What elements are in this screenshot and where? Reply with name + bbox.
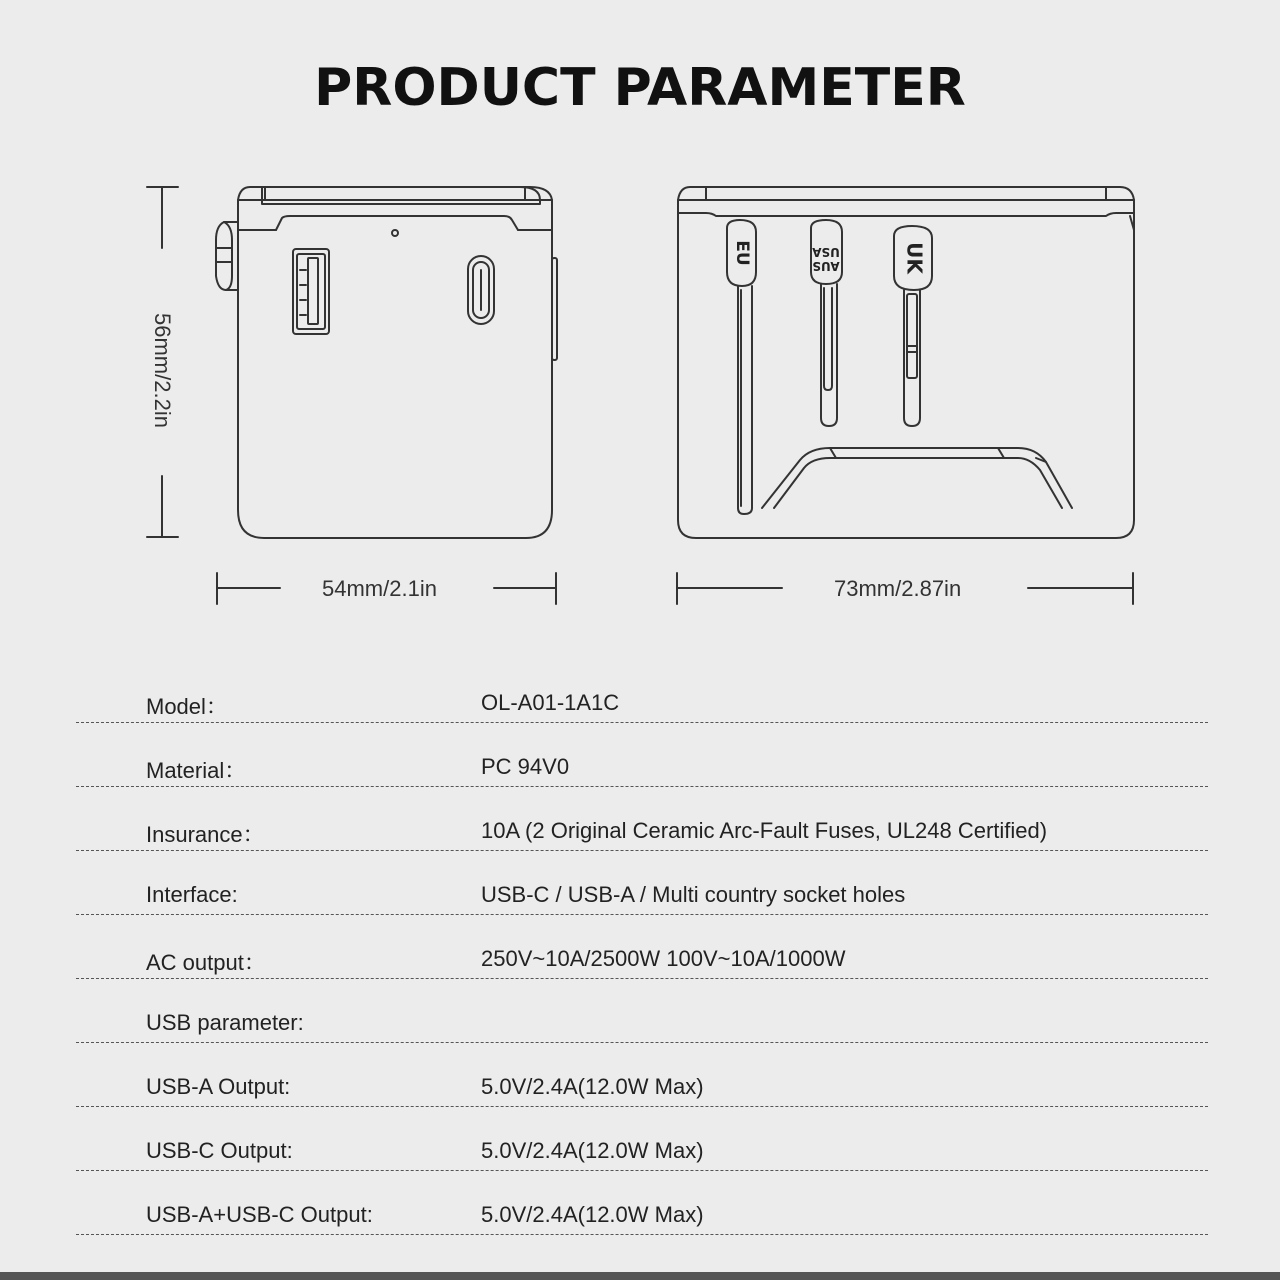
dashed-divider [76,786,1208,787]
spec-row-usb-a-c-output [0,1188,1280,1252]
dashed-divider [76,1234,1208,1235]
spec-label: Material： [146,758,247,783]
spec-label: Model： [146,694,228,719]
spec-row-usb-a-output [0,1060,1280,1124]
uk-label: UK [902,242,927,274]
spec-row-material [0,740,1280,804]
spec-value: 5.0V/2.4A(12.0W Max) [481,1074,704,1099]
spec-label: AC output： [146,950,266,975]
spec-row-ac-output [0,932,1280,996]
spec-row-usb-c-output [0,1124,1280,1188]
spec-value: OL-A01-1A1C [481,690,620,715]
spec-value: 250V~10A/2500W 100V~10A/1000W [481,946,846,971]
spec-value: USB-C / USB-A / Multi country socket holes [481,882,906,907]
spec-value: 10A (2 Original Ceramic Arc-Fault Fuses, UL248 Certified) [481,818,1048,843]
side-width-label: 73mm/2.87in [834,576,962,601]
dashed-divider [76,914,1208,915]
spec-label: USB parameter: [146,1010,304,1035]
spec-value: 5.0V/2.4A(12.0W Max) [481,1202,704,1227]
front-view [216,187,557,538]
dashed-divider [76,722,1208,723]
spec-row-interface [0,868,1280,932]
spec-label: Insurance： [146,822,265,847]
usb-a-port [293,249,329,334]
dashed-divider [76,1106,1208,1107]
spec-value: 5.0V/2.4A(12.0W Max) [481,1138,704,1163]
spec-row-usb-parameter [0,996,1280,1060]
spec-label: USB-C Output: [146,1138,293,1163]
eu-label: EU [732,240,752,266]
socket-opening [762,448,1072,508]
spec-value: PC 94V0 [481,754,570,779]
usa-label: USA [812,245,840,259]
dashed-divider [76,850,1208,851]
spec-label: Interface: [146,882,238,907]
dashed-divider [76,978,1208,979]
dashed-divider [76,1042,1208,1043]
spec-row-insurance [0,804,1280,868]
spec-row-model [0,676,1280,740]
bottom-bar [0,1272,1280,1280]
aus-label: AUS [812,259,840,273]
spec-table [0,676,1280,1252]
spec-label: USB-A Output: [146,1074,291,1099]
page-title: PRODUCT PARAMETER [314,58,966,118]
dashed-divider [76,1170,1208,1171]
usb-c-port [468,256,494,324]
spec-label: USB-A+USB-C Output: [146,1202,373,1227]
front-width-label: 54mm/2.1in [322,576,437,601]
height-dimension-label: 56mm/2.2in [150,313,175,428]
